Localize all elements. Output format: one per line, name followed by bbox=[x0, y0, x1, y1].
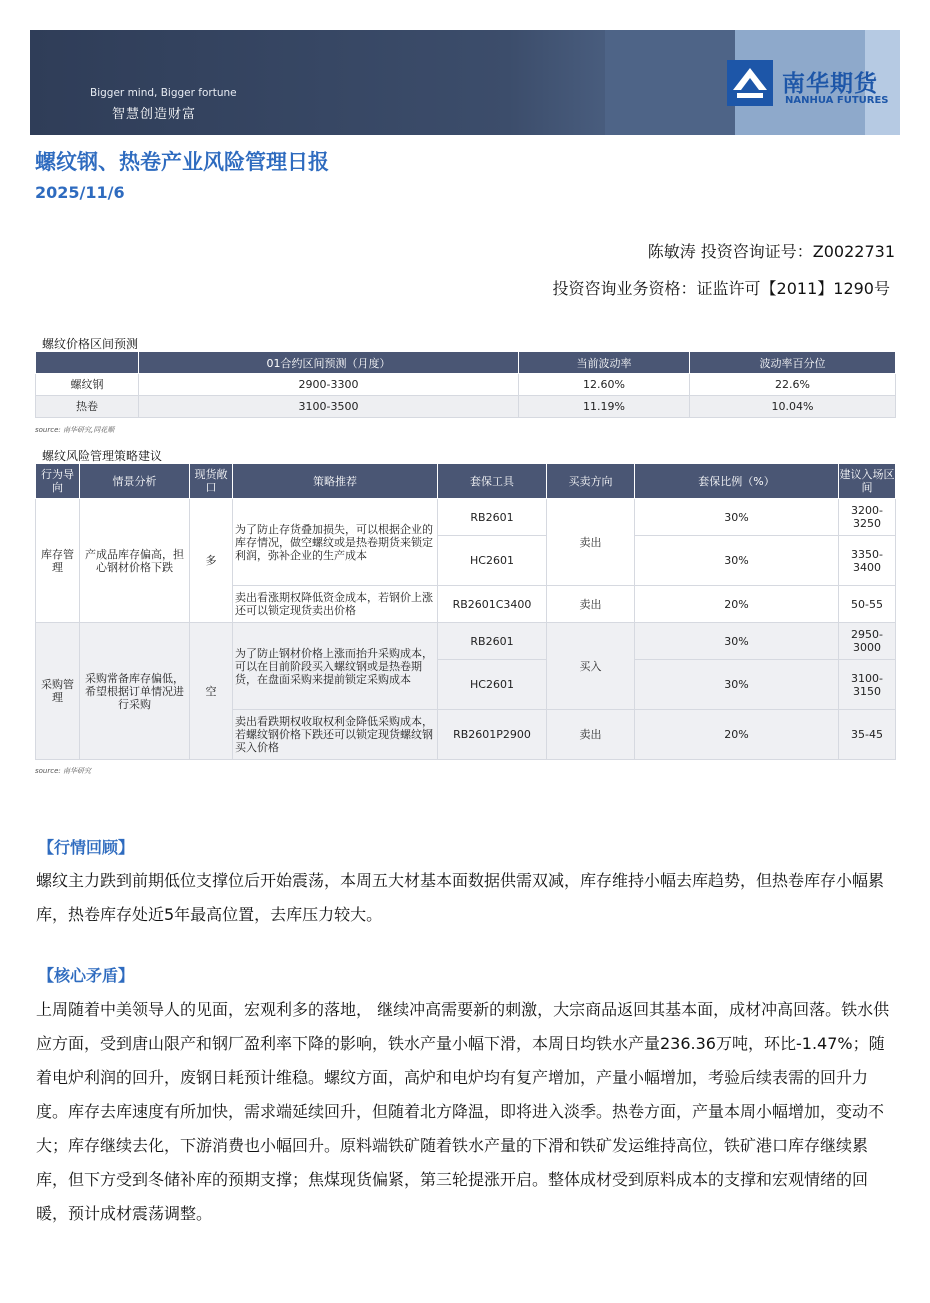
strategy-cell: 卖出看跌期权收取权利金降低采购成本，若螺纹钢价格下跌还可以锁定现货螺纹钢买入价格 bbox=[233, 710, 438, 760]
logo-text-english: NANHUA FUTURES bbox=[785, 95, 889, 106]
table-cell: 3100-3500 bbox=[139, 396, 519, 418]
behavior-cell: 库存管理 bbox=[36, 499, 80, 623]
banner-stripe bbox=[605, 30, 735, 135]
slogan-chinese: 智慧创造财富 bbox=[112, 107, 197, 122]
table-header-cell: 套保比例（%） bbox=[635, 464, 839, 499]
qualification-line: 投资咨询业务资格：证监许可【2011】1290号 bbox=[552, 279, 890, 298]
logo-text-chinese: 南华期货 bbox=[782, 71, 878, 97]
table-header-row bbox=[36, 352, 896, 374]
ratio-cell: 20% bbox=[635, 710, 839, 760]
nanhua-logo-icon bbox=[727, 60, 773, 106]
report-title: 螺纹钢、热卷产业风险管理日报 bbox=[35, 150, 329, 174]
range-cell: 35-45 bbox=[839, 710, 896, 760]
table-cell: 热卷 bbox=[36, 396, 139, 418]
market-review-heading: 【行情回顾】 bbox=[38, 838, 135, 857]
table-header-cell: 套保工具 bbox=[438, 464, 547, 499]
ratio-cell: 30% bbox=[635, 499, 839, 536]
range-cell: 3100-3150 bbox=[839, 660, 896, 710]
strategy-table-source: source: 南华研究 bbox=[35, 767, 91, 775]
core-conflict-text: 上周随着中美领导人的见面，宏观利多的落地， 继续冲高需要新的刺激，大宗商品返回其基本面，成材冲高回落。铁水供应方面，受到唐山限产和钢厂盈利率下降的影响，铁水产量小幅下滑，本周日均铁水产量236.36万吨，环比-1.47%；随着电炉利润的回升，废钢日耗预计维稳。螺纹方面，高炉和电炉均有复产增加，产量小幅增加，考验后续表需的回升力度。库存去库速度有所加快，需求端延续回升，但随着北方降温，即将进入淡季。热卷方面，产量本周小幅增加，变动不大；库存继续去化，下游消费也小幅回升。原料端铁矿随着铁水产量的下滑和铁矿发运维持高位，铁矿港口库存继续累库，但下方受到冬储补库的预期支撑；焦煤现货偏紧，第三轮提涨开启。整体成材受到原料成本的支撑和宏观情绪的回暖，预计成材震荡调整。 bbox=[36, 1000, 890, 1223]
table-header-cell: 情景分析 bbox=[80, 464, 190, 499]
range-cell: 3200-3250 bbox=[839, 499, 896, 536]
table-header-cell bbox=[36, 352, 139, 374]
direction-cell: 卖出 bbox=[547, 710, 635, 760]
range-cell: 50-55 bbox=[839, 586, 896, 623]
header-banner bbox=[30, 30, 900, 135]
report-date: 2025/11/6 bbox=[35, 183, 125, 202]
scenario-cell: 采购常备库存偏低，希望根据订单情况进行采购 bbox=[80, 623, 190, 760]
table-cell: 螺纹钢 bbox=[36, 374, 139, 396]
table-cell: 12.60% bbox=[519, 374, 690, 396]
table-cell: 22.6% bbox=[690, 374, 896, 396]
range-cell: 3350-3400 bbox=[839, 536, 896, 586]
table-header-cell: 当前波动率 bbox=[519, 352, 690, 374]
ratio-cell: 30% bbox=[635, 660, 839, 710]
table-row bbox=[36, 499, 896, 536]
direction-cell: 买入 bbox=[547, 623, 635, 710]
table-header-cell: 行为导向 bbox=[36, 464, 80, 499]
ratio-cell: 30% bbox=[635, 536, 839, 586]
behavior-cell: 采购管理 bbox=[36, 623, 80, 760]
table-row bbox=[36, 374, 896, 396]
scenario-cell: 产成品库存偏高，担心钢材价格下跌 bbox=[80, 499, 190, 623]
tool-cell: RB2601 bbox=[438, 623, 547, 660]
table-cell: 10.04% bbox=[690, 396, 896, 418]
strategy-cell: 为了防止钢材价格上涨而抬升采购成本，可以在目前阶段买入螺纹钢或是热卷期货，在盘面采购来提前锁定采购成本 bbox=[233, 623, 438, 710]
strategy-cell: 卖出看涨期权降低资金成本，若钢价上涨还可以锁定现货卖出价格 bbox=[233, 586, 438, 623]
price-table-label: 螺纹价格区间预测 bbox=[42, 337, 139, 351]
ratio-cell: 20% bbox=[635, 586, 839, 623]
author-line: 陈敏涛 投资咨询证号：Z0022731 bbox=[647, 242, 895, 261]
table-header-cell: 买卖方向 bbox=[547, 464, 635, 499]
core-conflict-heading: 【核心矛盾】 bbox=[38, 966, 135, 985]
tool-cell: HC2601 bbox=[438, 660, 547, 710]
strategy-cell: 为了防止存货叠加损失，可以根据企业的库存情况，做空螺纹或是热卷期货来锁定利润，弥补企业的生产成本 bbox=[233, 499, 438, 586]
direction-cell: 卖出 bbox=[547, 586, 635, 623]
direction-cell: 卖出 bbox=[547, 499, 635, 586]
slogan-english: Bigger mind, Bigger fortune bbox=[90, 87, 237, 99]
ratio-cell: 30% bbox=[635, 623, 839, 660]
table-row bbox=[36, 396, 896, 418]
tool-cell: RB2601 bbox=[438, 499, 547, 536]
exposure-cell: 空 bbox=[190, 623, 233, 760]
market-review-text: 螺纹主力跌到前期低位支撑位后开始震荡，本周五大材基本面数据供需双减，库存维持小幅去库趋势，但热卷库存小幅累库，热卷库存处近5年最高位置，去库压力较大。 bbox=[36, 871, 885, 924]
table-cell: 2900-3300 bbox=[139, 374, 519, 396]
price-table-source: source: 南华研究,同花顺 bbox=[35, 426, 115, 434]
table-cell: 11.19% bbox=[519, 396, 690, 418]
price-range-table bbox=[35, 351, 896, 418]
tool-cell: RB2601P2900 bbox=[438, 710, 547, 760]
tool-cell: HC2601 bbox=[438, 536, 547, 586]
tool-cell: RB2601C3400 bbox=[438, 586, 547, 623]
strategy-table bbox=[35, 463, 896, 760]
table-header-cell: 现货敞口 bbox=[190, 464, 233, 499]
table-header-cell: 01合约区间预测（月度） bbox=[139, 352, 519, 374]
table-header-cell: 波动率百分位 bbox=[690, 352, 896, 374]
table-header-cell: 建议入场区间 bbox=[839, 464, 896, 499]
range-cell: 2950-3000 bbox=[839, 623, 896, 660]
table-header-cell: 策略推荐 bbox=[233, 464, 438, 499]
table-row bbox=[36, 623, 896, 660]
strategy-table-label: 螺纹风险管理策略建议 bbox=[42, 449, 163, 463]
exposure-cell: 多 bbox=[190, 499, 233, 623]
table-header-row bbox=[36, 464, 896, 499]
